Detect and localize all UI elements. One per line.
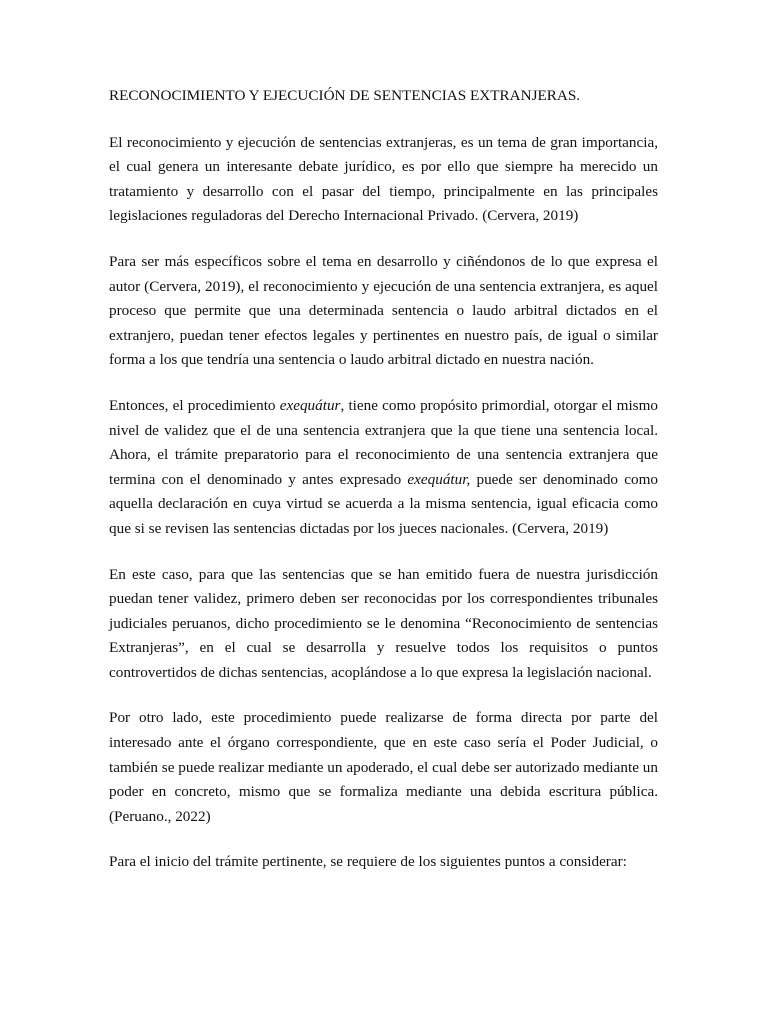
paragraph-text: Por otro lado, este procedimiento puede realizarse de forma directa por parte del interesado ante el órgano correspondiente, que en este caso sería el Poder Judicial, o también se puede realizar mediante un apoderado, el cual debe ser autorizado mediante un poder en concreto, mismo que se formaliza mediante una debida escritura pública. (Peruano., 2022) bbox=[109, 709, 658, 825]
body-paragraph bbox=[109, 131, 658, 229]
document-title: RECONOCIMIENTO Y EJECUCIÓN DE SENTENCIAS EXTRANJERAS. bbox=[109, 87, 581, 104]
paragraph-text: Entonces, el procedimiento bbox=[109, 396, 280, 414]
document-page bbox=[109, 84, 658, 896]
italic-term: exequátur bbox=[279, 396, 341, 414]
paragraph-text: En este caso, para que las sentencias que se han emitido fuera de nuestra jurisdicción puedan tener validez, primero deben ser reconocidas por los correspondientes tribunales judiciales peruanos, dicho procedimiento se le denomina “Reconocimiento de sentencias Extranjeras”, en el cual se desarrolla y resuelve todos los requisitos o puntos controvertidos de dichas sentencias, acoplándose a lo que expresa la legislación nacional. bbox=[109, 565, 658, 681]
paragraph-text: , tiene como propósito primordial, otorgar el mismo nivel de validez que el de una sentencia extranjera que la que tiene una sentencia local. Ahora, el trámite preparatorio para el reconocimiento de una sentencia extranjera que termina con el denominado y antes expresado bbox=[109, 396, 658, 488]
paragraph-text: puede ser denominado como aquella declaración en cuya virtud se acuerda a la misma sentencia, igual eficacia como que si se revisen las sentencias dictadas por los jueces nacionales. (Cervera, 2019) bbox=[109, 470, 659, 537]
italic-term: exequátur, bbox=[407, 470, 471, 488]
body-paragraph bbox=[109, 706, 658, 829]
body-paragraph bbox=[109, 250, 658, 373]
paragraph-text: Para ser más específicos sobre el tema en desarrollo y ciñéndonos de lo que expresa el autor (Cervera, 2019), el reconocimiento y ejecución de una sentencia extranjera, es aquel proceso que permite que una determinada sentencia o laudo arbitral dictados en el extranjero, puedan tener efectos legales y pertinentes en nuestro país, de igual o similar forma a los que tendría una sentencia o laudo arbitral dictado en nuestra nación. bbox=[109, 252, 658, 369]
document-body bbox=[109, 131, 658, 875]
body-paragraph bbox=[109, 850, 658, 875]
paragraph-text: El reconocimiento y ejecución de sentencias extranjeras, es un tema de gran importancia, el cual genera un interesante debate jurídico, es por ello que siempre ha merecido un tratamiento y desarrollo con el pasar del tiempo, principalmente en las principales legislaciones reguladoras del Derecho Internacional Privado. (Cervera, 2019) bbox=[109, 133, 658, 225]
body-paragraph bbox=[109, 563, 658, 686]
body-paragraph bbox=[109, 394, 658, 542]
paragraph-text: Para el inicio del trámite pertinente, se requiere de los siguientes puntos a considerar: bbox=[109, 853, 627, 871]
